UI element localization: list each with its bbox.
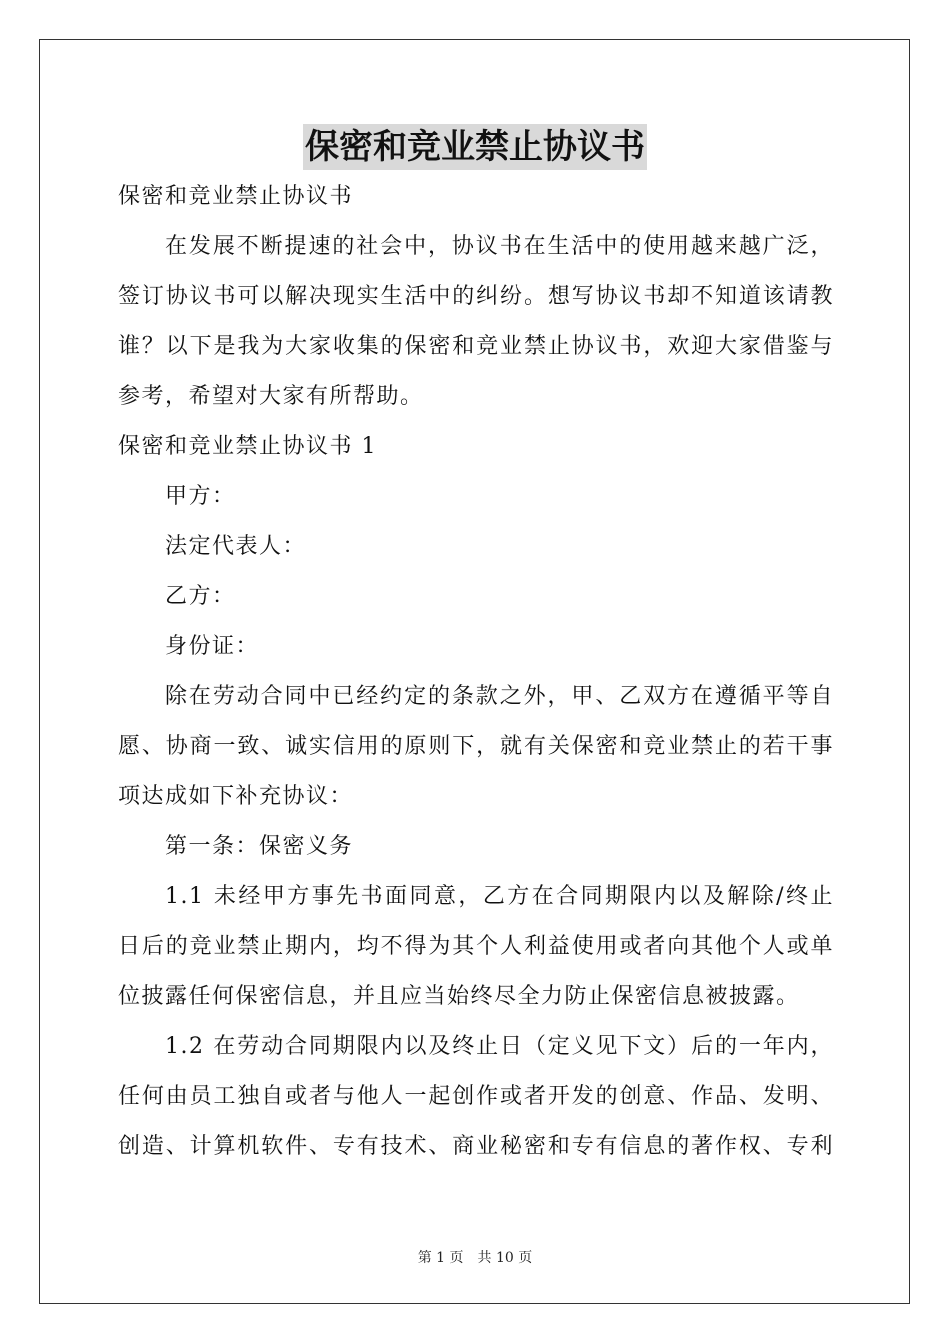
legal-representative-label: 法定代表人： xyxy=(165,534,307,559)
paragraph-line: 签订协议书可以解决现实生活中的纠纷。想写协议书却不知道该请教 xyxy=(118,284,834,309)
paragraph-line: 除在劳动合同中已经约定的条款之外，甲、乙双方在遵循平等自 xyxy=(165,684,834,709)
paragraph-line: 任何由员工独自或者与他人一起创作或者开发的创意、作品、发明、 xyxy=(118,1084,834,1109)
subtitle-line: 保密和竞业禁止协议书 xyxy=(118,184,354,209)
paragraph-line: 参考，希望对大家有所帮助。 xyxy=(118,384,424,409)
id-card-label: 身份证： xyxy=(165,634,260,659)
paragraph-line: 在发展不断提速的社会中，协议书在生活中的使用越来越广泛， xyxy=(165,234,834,259)
party-a-label: 甲方： xyxy=(165,484,236,509)
paragraph-line: 项达成如下补充协议： xyxy=(118,784,354,809)
paragraph-line: 1.2 在劳动合同期限内以及终止日（定义见下文）后的一年内， xyxy=(165,1034,834,1059)
article-heading: 第一条：保密义务 xyxy=(165,834,354,859)
paragraph-line: 日后的竞业禁止期内，均不得为其个人利益使用或者向其他个人或单 xyxy=(118,934,834,959)
page-footer: 第 1 页 共 10 页 xyxy=(417,1250,533,1266)
paragraph-line: 1.1 未经甲方事先书面同意，乙方在合同期限内以及解除/终止 xyxy=(165,884,834,909)
paragraph-line: 愿、协商一致、诚实信用的原则下，就有关保密和竞业禁止的若干事 xyxy=(118,734,834,759)
paragraph-line: 谁？以下是我为大家收集的保密和竞业禁止协议书，欢迎大家借鉴与 xyxy=(118,334,834,359)
document-body xyxy=(118,172,834,1172)
paragraph-line: 位披露任何保密信息，并且应当始终尽全力防止保密信息被披露。 xyxy=(118,984,800,1009)
document-title xyxy=(0,124,950,170)
section-heading: 保密和竞业禁止协议书 1 xyxy=(118,434,377,459)
document-title-text: 保密和竞业禁止协议书 xyxy=(303,124,647,170)
paragraph-line: 创造、计算机软件、专有技术、商业秘密和专有信息的著作权、专利 xyxy=(118,1134,834,1159)
party-b-label: 乙方： xyxy=(165,584,236,609)
